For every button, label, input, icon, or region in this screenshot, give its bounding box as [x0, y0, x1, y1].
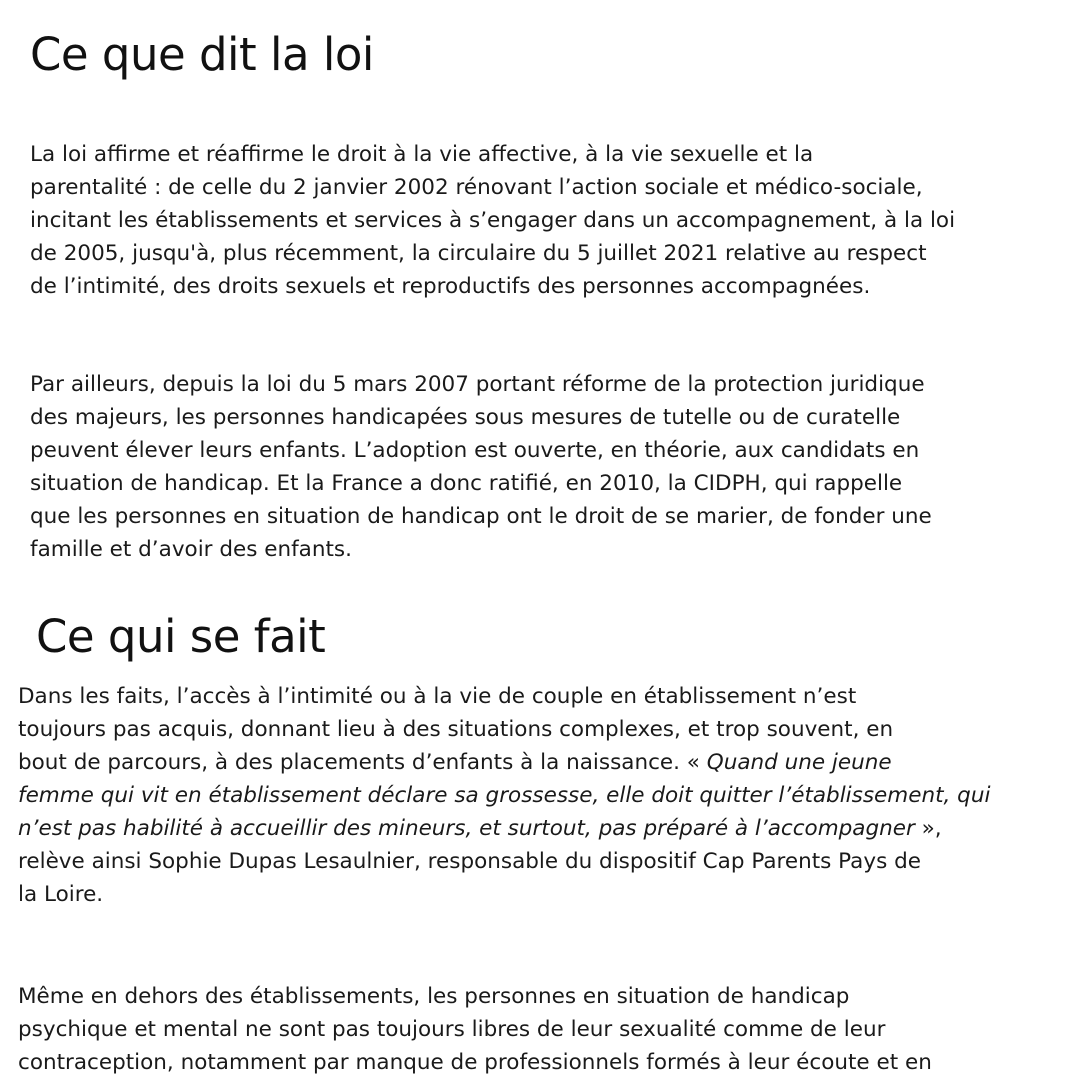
text-line: Même en dehors des établissements, les personnes en situation de handicap: [18, 984, 850, 1009]
text-line: famille et d’avoir des enfants.: [30, 537, 352, 562]
text-line: situation de handicap. Et la France a donc ratifié, en 2010, la CIDPH, qui rappelle: [30, 471, 903, 496]
text-line: la Loire.: [18, 882, 104, 907]
text-line: de l’intimité, des droits sexuels et reproductifs des personnes accompagnées.: [30, 274, 871, 299]
text-line: toujours pas acquis, donnant lieu à des situations complexes, et trop souvent, en: [18, 717, 894, 742]
text-line: [18, 812, 1008, 845]
law-paragraph-1: [30, 138, 1075, 303]
section-title-practice: Ce qui se fait: [36, 610, 326, 663]
quote-text: Quand une jeune: [706, 750, 892, 775]
text-line: incitant les établissements et services à s’engager dans un accompagnement, à la loi: [30, 208, 956, 233]
text-line: La loi affirme et réaffirme le droit à la vie affective, à la vie sexuelle et la: [30, 142, 814, 167]
quote-text: femme qui vit en établissement déclare sa grossesse, elle doit quitter l’établissement, qui: [18, 783, 991, 808]
section-title-law: Ce que dit la loi: [30, 28, 374, 81]
practice-paragraph-1: [18, 680, 1008, 911]
text-line: Dans les faits, l’accès à l’intimité ou à la vie de couple en établissement n’est: [18, 684, 857, 709]
practice-paragraph-2: [18, 980, 1028, 1079]
text-line: Par ailleurs, depuis la loi du 5 mars 2007 portant réforme de la protection juridique: [30, 372, 925, 397]
text-line: de 2005, jusqu'à, plus récemment, la circulaire du 5 juillet 2021 relative au respect: [30, 241, 927, 266]
text-line: peuvent élever leurs enfants. L’adoption est ouverte, en théorie, aux candidats en: [30, 438, 920, 463]
quote-text: n’est pas habilité à accueillir des mineurs, et surtout, pas préparé à l’accompagner: [18, 816, 915, 841]
text-line: parentalité : de celle du 2 janvier 2002 rénovant l’action sociale et médico-sociale,: [30, 175, 923, 200]
text-line: psychique et mental ne sont pas toujours libres de leur sexualité comme de leur: [18, 1017, 886, 1042]
plain-text: bout de parcours, à des placements d’enfants à la naissance. «: [18, 750, 707, 775]
text-line: que les personnes en situation de handicap ont le droit de se marier, de fonder une: [30, 504, 932, 529]
text-line: [18, 779, 1008, 812]
text-line: contraception, notamment par manque de professionnels formés à leur écoute et en: [18, 1050, 932, 1075]
text-line: [18, 746, 1008, 779]
text-line: des majeurs, les personnes handicapées sous mesures de tutelle ou de curatelle: [30, 405, 901, 430]
law-paragraph-2: [30, 368, 1075, 566]
text-line: relève ainsi Sophie Dupas Lesaulnier, responsable du dispositif Cap Parents Pays de: [18, 849, 921, 874]
plain-text: »,: [914, 816, 942, 841]
